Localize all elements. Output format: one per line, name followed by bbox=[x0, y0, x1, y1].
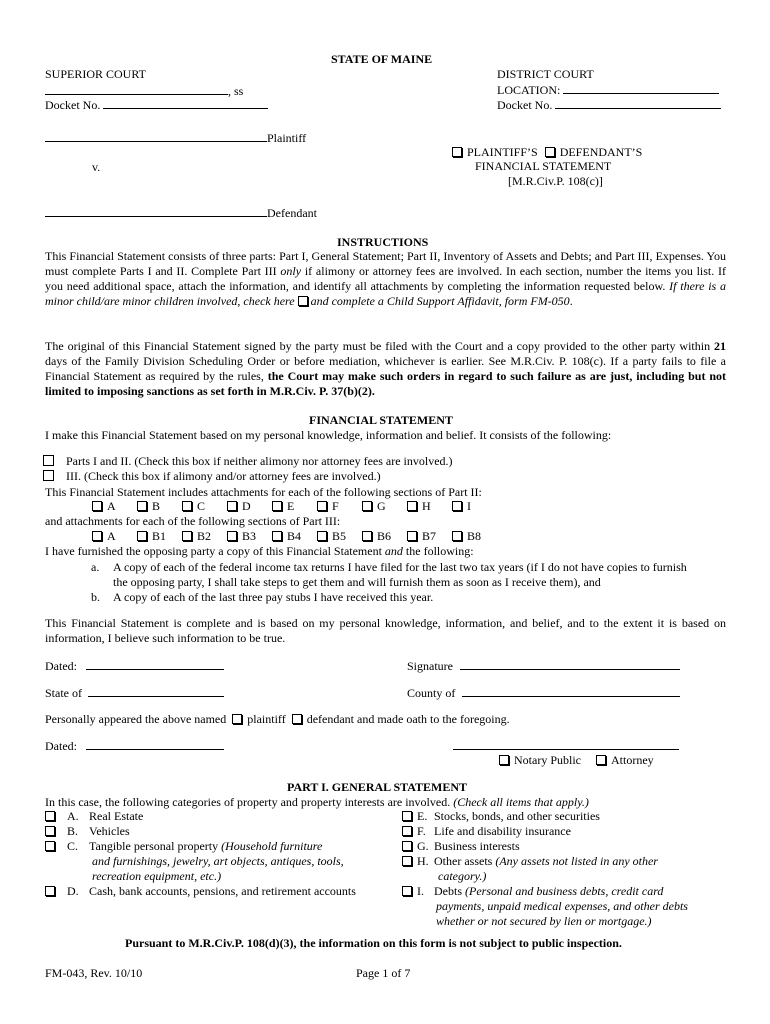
furnished-and: and bbox=[384, 544, 403, 558]
item-F-text: Life and disability insurance bbox=[434, 824, 571, 838]
item-C-cont2: recreation equipment, etc.) bbox=[92, 869, 222, 883]
part2-F-label: F bbox=[332, 499, 339, 513]
part2-G-checkbox[interactable] bbox=[362, 501, 372, 511]
item-I-cont2: whether or not secured by lien or mortgage.) bbox=[436, 914, 652, 928]
item-a-line1: A copy of each of the federal income tax returns I have filed for the last two tax years (if I do not have copies to furnish bbox=[113, 560, 687, 574]
item-C-letter: C. bbox=[67, 839, 79, 853]
parts-1-2-option bbox=[43, 454, 453, 469]
appeared-plaintiff-checkbox[interactable] bbox=[232, 714, 242, 724]
dated-field[interactable] bbox=[86, 658, 224, 670]
location-field[interactable] bbox=[563, 82, 719, 94]
part3-B7-checkbox[interactable] bbox=[407, 531, 417, 541]
signature-row bbox=[407, 658, 680, 674]
vehicles-checkbox[interactable] bbox=[45, 826, 55, 836]
part2-E-label: E bbox=[287, 499, 295, 513]
item-E-text: Stocks, bonds, and other securities bbox=[434, 809, 600, 823]
furnished-text-a: I have furnished the opposing party a copy of this Financial Statement bbox=[45, 544, 385, 558]
tangible-property-checkbox[interactable] bbox=[45, 841, 55, 851]
part1-item-F bbox=[402, 824, 571, 839]
part3-B8-checkbox[interactable] bbox=[452, 531, 462, 541]
docket-left bbox=[45, 97, 268, 113]
part3-B3-label: B3 bbox=[242, 529, 257, 543]
appeared-defendant-checkbox[interactable] bbox=[292, 714, 302, 724]
part1-intro bbox=[45, 795, 589, 810]
instructions-paragraph-1 bbox=[45, 249, 726, 309]
docket-right bbox=[497, 97, 721, 113]
superior-court-label: SUPERIOR COURT bbox=[45, 67, 146, 81]
part-3-label: III. (Check this box if alimony and/or attorney fees are involved.) bbox=[66, 469, 381, 483]
dated2-field[interactable] bbox=[86, 738, 224, 750]
part2-H-checkbox[interactable] bbox=[407, 501, 417, 511]
part3-B6-checkbox[interactable] bbox=[362, 531, 372, 541]
part3-B8-label: B8 bbox=[467, 529, 482, 543]
docket-left-label: Docket No. bbox=[45, 98, 101, 112]
part2-attach-intro: This Financial Statement includes attachments for each of the following sections of Part II: bbox=[45, 485, 482, 499]
appeared-defendant-label: defendant and made oath to the foregoing. bbox=[306, 712, 510, 726]
item-I-note: (Personal and business debts, credit card bbox=[465, 884, 664, 898]
part3-B7-label: B7 bbox=[422, 529, 437, 543]
part2-G-label: G bbox=[377, 499, 386, 513]
item-a-label: a. bbox=[91, 560, 100, 574]
defendant-row bbox=[45, 205, 317, 221]
item-B-text: Vehicles bbox=[89, 824, 130, 838]
part2-D-checkbox[interactable] bbox=[227, 501, 237, 511]
part2-B-checkbox[interactable] bbox=[137, 501, 147, 511]
item-H-text: Other assets bbox=[434, 854, 496, 868]
versus-label: v. bbox=[92, 160, 101, 174]
appeared-text: Personally appeared the above named bbox=[45, 712, 227, 726]
defendants-checkbox[interactable] bbox=[545, 147, 555, 157]
part1-heading: PART I. GENERAL STATEMENT bbox=[287, 780, 468, 794]
part1-item-B bbox=[45, 824, 130, 839]
rule-caption: [M.R.Civ.P. 108(c)] bbox=[508, 174, 603, 188]
other-assets-checkbox[interactable] bbox=[402, 856, 412, 866]
notary-attorney-row bbox=[499, 753, 654, 768]
public-inspection-notice: Pursuant to M.R.Civ.P. 108(d)(3), the information on this form is not subject to public inspection. bbox=[125, 936, 622, 950]
business-interests-checkbox[interactable] bbox=[402, 841, 412, 851]
attorney-label: Attorney bbox=[611, 753, 654, 767]
item-B-letter: B. bbox=[67, 824, 79, 838]
item-F-letter: F. bbox=[417, 824, 426, 838]
docket-left-field[interactable] bbox=[103, 97, 268, 109]
plaintiff-row bbox=[45, 130, 306, 146]
form-number: FM-043, Rev. 10/10 bbox=[45, 966, 143, 980]
instr-text-a: This Financial Statement consists of three parts: Part I, General Statement; Part II, Inventory of Assets and Debts; and Part III, Expenses. You must complete Parts I and II. Complete Part III bbox=[45, 249, 726, 278]
part1-intro-note: (Check all items that apply.) bbox=[453, 795, 589, 809]
item-a-line2: the opposing party, I shall take steps to get them and will furnish them as soon as I receive them), and bbox=[113, 575, 601, 589]
item-C-cont1: and furnishings, jewelry, art objects, antiques, tools, bbox=[92, 854, 344, 868]
item-G-letter: G. bbox=[417, 839, 429, 853]
county-of-label: County of bbox=[407, 686, 456, 700]
part1-item-D bbox=[45, 884, 356, 899]
furnished-line bbox=[45, 544, 474, 559]
state-of-label: State of bbox=[45, 686, 82, 700]
dated2-row bbox=[45, 738, 224, 754]
part1-item-A bbox=[45, 809, 143, 824]
location-label: LOCATION: bbox=[497, 83, 561, 97]
notary-signature-row bbox=[453, 738, 679, 754]
defendant-field[interactable] bbox=[45, 205, 267, 217]
part2-A-checkbox[interactable] bbox=[92, 501, 102, 511]
part2-F-checkbox[interactable] bbox=[317, 501, 327, 511]
item-I-cont1: payments, unpaid medical expenses, and other debts bbox=[436, 899, 688, 913]
defendant-label: Defendant bbox=[267, 206, 317, 220]
location-row bbox=[497, 82, 719, 98]
instr2-text-a: The original of this Financial Statement signed by the party must be filed with the Court and a copy provided to the other party within bbox=[45, 339, 714, 353]
dated-row bbox=[45, 658, 224, 674]
item-I-letter: I. bbox=[417, 884, 424, 898]
appeared-plaintiff-label: plaintiff bbox=[247, 712, 286, 726]
instr2-text-b: days of the Family Division Scheduling Order or before mediation, whichever is earlier. See M.R.Civ. P. 108(c). If a party fails to file a Financial Statement as required by the rules, bbox=[45, 354, 726, 383]
state-of-row bbox=[45, 685, 224, 701]
item-b-text: A copy of each of the last three pay stubs I have received this year. bbox=[113, 590, 434, 604]
parts-1-2-checkbox[interactable] bbox=[43, 455, 54, 466]
instr-text-b: if alimony or attorney fees are involved. In each section, number the items you list. If you need additional space, attach the information, and identify all attachments by completing the information requested below. bbox=[45, 264, 727, 293]
part2-E-checkbox[interactable] bbox=[272, 501, 282, 511]
notary-signature-field[interactable] bbox=[453, 738, 679, 750]
notary-checkbox[interactable] bbox=[499, 755, 509, 765]
plaintiffs-label: PLAINTIFF’S bbox=[467, 145, 538, 159]
part3-B5-label: B5 bbox=[332, 529, 347, 543]
plaintiffs-checkbox[interactable] bbox=[452, 147, 462, 157]
part1-item-E bbox=[402, 809, 600, 824]
part2-C-label: C bbox=[197, 499, 206, 513]
part3-attach-intro: and attachments for each of the following sections of Part III: bbox=[45, 514, 341, 528]
district-court-label: DISTRICT COURT bbox=[497, 67, 594, 81]
part3-A-checkbox[interactable] bbox=[92, 531, 102, 541]
part1-intro-text: In this case, the following categories of property and property interests are involved. bbox=[45, 795, 454, 809]
part2-I-label: I bbox=[467, 499, 471, 513]
ss-label: , ss bbox=[228, 84, 244, 98]
part2-A-label: A bbox=[107, 499, 116, 513]
part3-B1-label: B1 bbox=[152, 529, 167, 543]
part2-D-label: D bbox=[242, 499, 251, 513]
part2-C-checkbox[interactable] bbox=[182, 501, 192, 511]
part3-B2-checkbox[interactable] bbox=[182, 531, 192, 541]
signature-field[interactable] bbox=[460, 658, 680, 670]
part2-I-checkbox[interactable] bbox=[452, 501, 462, 511]
county-field[interactable] bbox=[45, 83, 228, 95]
minor-child-checkbox[interactable] bbox=[298, 296, 308, 306]
item-D-letter: D. bbox=[67, 884, 79, 898]
financial-statement-caption: FINANCIAL STATEMENT bbox=[475, 159, 612, 173]
part1-item-C bbox=[45, 839, 322, 854]
instr-minor-child: If there is a minor child/are minor children involved, check here bbox=[45, 279, 726, 308]
plaintiff-label: Plaintiff bbox=[267, 131, 307, 145]
part-3-option bbox=[43, 469, 381, 484]
part3-A-label: A bbox=[107, 529, 116, 543]
part2-H-label: H bbox=[422, 499, 431, 513]
insurance-checkbox[interactable] bbox=[402, 826, 412, 836]
item-H-letter: H. bbox=[417, 854, 429, 868]
item-C-note: (Household furniture bbox=[221, 839, 323, 853]
part3-sections bbox=[92, 529, 487, 544]
county-of-row bbox=[407, 685, 680, 701]
part1-item-H bbox=[402, 854, 658, 869]
instructions-paragraph-2 bbox=[45, 339, 726, 399]
instr-child-support: and complete a Child Support Affidavit, form FM-050 bbox=[307, 294, 570, 308]
statement-type-row bbox=[452, 145, 642, 160]
state-title: STATE OF MAINE bbox=[331, 52, 433, 66]
instr-only: only bbox=[280, 264, 302, 278]
item-A-letter: A. bbox=[67, 809, 79, 823]
instructions-heading: INSTRUCTIONS bbox=[337, 235, 429, 249]
instr2-days: 21 bbox=[714, 339, 726, 353]
plaintiff-field[interactable] bbox=[45, 130, 267, 142]
part3-B4-checkbox[interactable] bbox=[272, 531, 282, 541]
stocks-checkbox[interactable] bbox=[402, 811, 412, 821]
part3-B1-checkbox[interactable] bbox=[137, 531, 147, 541]
item-D-text: Cash, bank accounts, pensions, and retirement accounts bbox=[89, 884, 356, 898]
part3-B3-checkbox[interactable] bbox=[227, 531, 237, 541]
part1-item-G bbox=[402, 839, 520, 854]
page-number: Page 1 of 7 bbox=[356, 966, 411, 980]
part2-B-label: B bbox=[152, 499, 161, 513]
item-H-cont: category.) bbox=[438, 869, 487, 883]
debts-checkbox[interactable] bbox=[402, 886, 412, 896]
state-of-field[interactable] bbox=[88, 685, 224, 697]
docket-right-field[interactable] bbox=[555, 97, 721, 109]
cash-accounts-checkbox[interactable] bbox=[45, 886, 55, 896]
financial-heading: FINANCIAL STATEMENT bbox=[309, 413, 453, 427]
part3-B6-label: B6 bbox=[377, 529, 392, 543]
dated-label: Dated: bbox=[45, 659, 77, 673]
real-estate-checkbox[interactable] bbox=[45, 811, 55, 821]
attorney-checkbox[interactable] bbox=[596, 755, 606, 765]
county-of-field[interactable] bbox=[462, 685, 680, 697]
part-3-checkbox[interactable] bbox=[43, 470, 54, 481]
dated2-label: Dated: bbox=[45, 739, 77, 753]
item-I-text: Debts bbox=[434, 884, 465, 898]
item-E-letter: E. bbox=[417, 809, 428, 823]
notary-label: Notary Public bbox=[514, 753, 581, 767]
item-C-text: Tangible personal property bbox=[89, 839, 222, 853]
defendants-label: DEFENDANT’S bbox=[559, 145, 643, 159]
item-b-label: b. bbox=[91, 590, 100, 604]
docket-right-label: Docket No. bbox=[497, 98, 553, 112]
part3-B5-checkbox[interactable] bbox=[317, 531, 327, 541]
part3-B2-label: B2 bbox=[197, 529, 212, 543]
part2-sections bbox=[92, 499, 482, 514]
furnished-text-b: the following: bbox=[402, 544, 474, 558]
appeared-row bbox=[45, 712, 510, 727]
part1-item-I bbox=[402, 884, 663, 899]
item-H-note: (Any assets not listed in any other bbox=[495, 854, 658, 868]
instr2-sanctions: the Court may make such orders in regard to such failure as are just, including but not limited to imposing sanctions as set forth in M.R.Civ. P. 37(b)(2). bbox=[45, 369, 726, 398]
signature-label: Signature bbox=[407, 659, 453, 673]
part3-B4-label: B4 bbox=[287, 529, 302, 543]
item-A-text: Real Estate bbox=[89, 809, 144, 823]
complete-statement: This Financial Statement is complete and is based on my personal knowledge, information, and belief, and to the extent it is based on information, I believe such information to be true. bbox=[45, 616, 726, 645]
financial-intro: I make this Financial Statement based on my personal knowledge, information and belief. It consists of the following: bbox=[45, 428, 612, 442]
instr-end: . bbox=[569, 294, 573, 308]
parts-1-2-label: Parts I and II. (Check this box if neither alimony nor attorney fees are involved.) bbox=[66, 454, 453, 468]
item-G-text: Business interests bbox=[434, 839, 520, 853]
